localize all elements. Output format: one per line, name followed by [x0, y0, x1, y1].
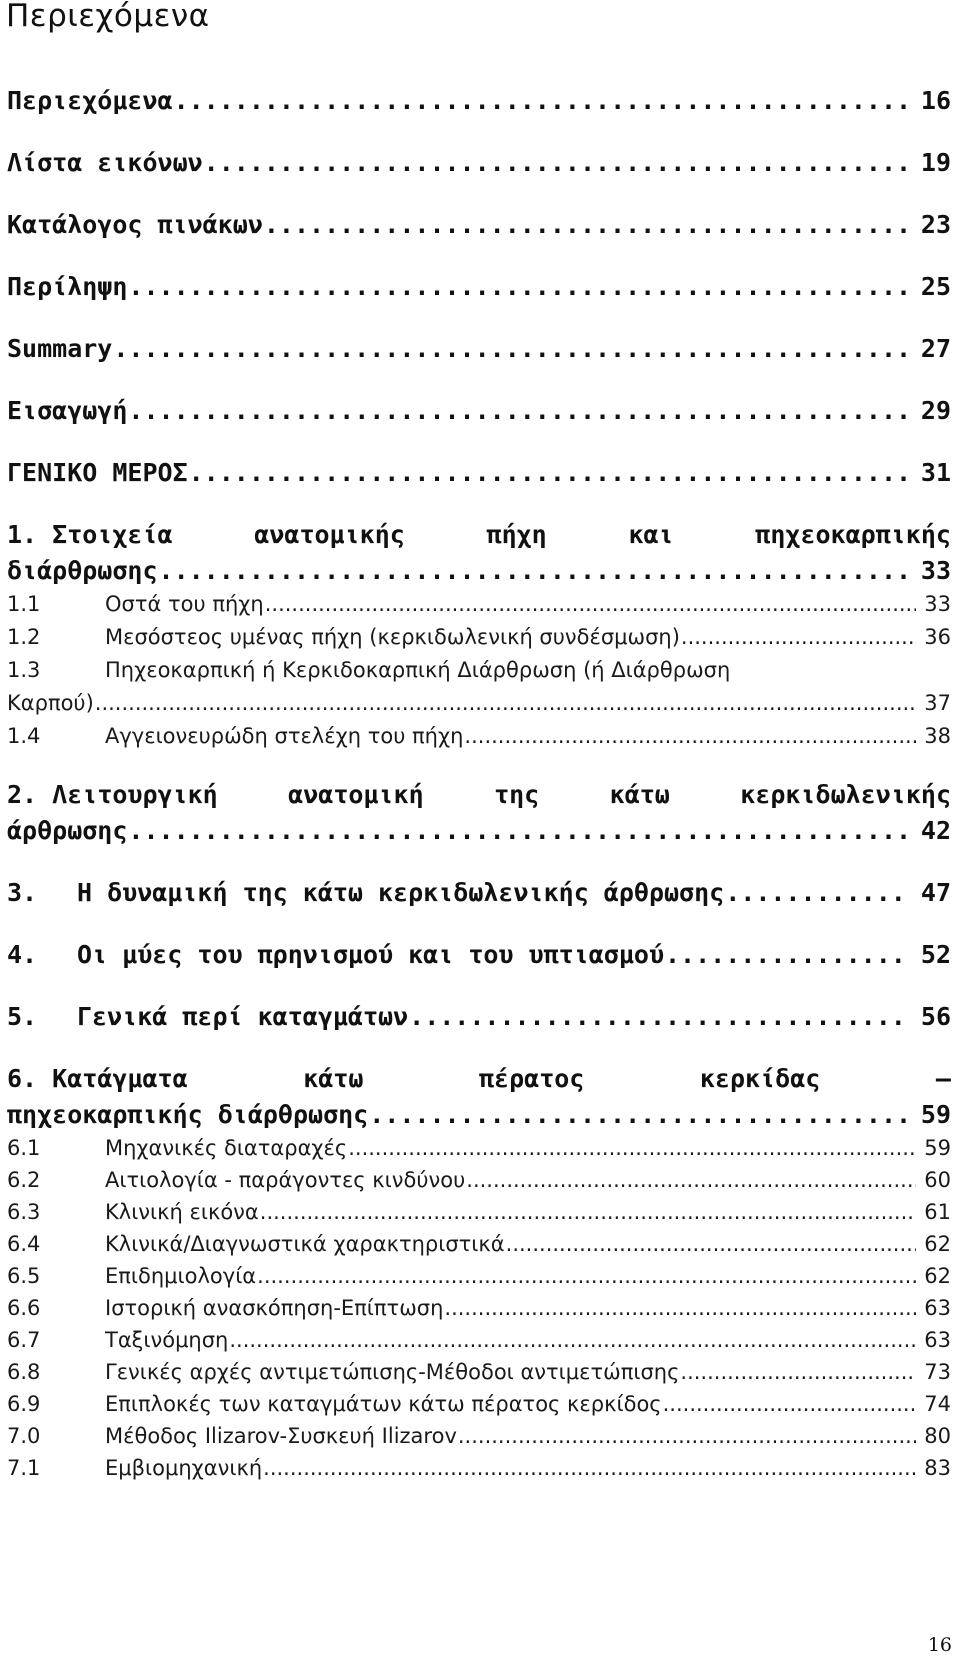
- subentry-page: 61: [924, 1200, 951, 1224]
- dot-leader: [680, 1360, 916, 1384]
- heading-word: κερκίδας: [699, 1064, 821, 1093]
- subentry-title: Μηχανικές διαταραχές: [105, 1136, 348, 1160]
- subentry-page: 37: [924, 691, 951, 715]
- toc-subentry-line2[interactable]: [7, 691, 951, 715]
- chapter-number: 2. Λειτουργική: [7, 780, 218, 809]
- toc-entry[interactable]: [7, 1002, 951, 1031]
- toc-subentry[interactable]: [7, 1264, 951, 1288]
- dot-leader: [265, 592, 916, 616]
- subentry-title: Εμβιομηχανική: [105, 1456, 263, 1480]
- toc-subentry[interactable]: [7, 1328, 951, 1352]
- toc-entry-title: Γενικά περί καταγμάτων: [77, 1002, 409, 1031]
- toc-entry-page: 47: [920, 878, 951, 907]
- dot-leader: [257, 1264, 916, 1288]
- dot-leader: [128, 396, 910, 425]
- subentry-title: Κλινικά/Διαγνωστικά χαρακτηριστικά: [105, 1232, 505, 1256]
- toc-subentry-line1[interactable]: [7, 658, 730, 682]
- chapter-6-heading-line2[interactable]: [7, 1100, 951, 1129]
- heading-word: ανατομική: [288, 780, 424, 809]
- toc-entry-page: 23: [920, 210, 951, 239]
- heading-word: και: [628, 520, 674, 549]
- subentry-page: 73: [924, 1360, 951, 1384]
- toc-subentry[interactable]: [7, 724, 951, 748]
- dot-leader: [128, 272, 910, 301]
- dot-leader: [665, 940, 910, 969]
- subentry-title: Επιπλοκές των καταγμάτων κάτω πέρατος κερκίδος: [105, 1392, 662, 1416]
- subentry-title: Πηχεοκαρπική ή Κερκιδοκαρπική Διάρθρωση (ή Διάρθρωση: [105, 658, 731, 682]
- toc-subentry[interactable]: [7, 1360, 951, 1384]
- subentry-page: 33: [924, 592, 951, 616]
- dot-leader: [263, 1456, 916, 1480]
- toc-subentry[interactable]: [7, 1296, 951, 1320]
- page-number: 16: [927, 1634, 952, 1656]
- toc-entry-title: ΓΕΝΙΚΟ ΜΕΡΟΣ: [7, 458, 188, 487]
- toc-entry-page: 52: [920, 940, 951, 969]
- toc-subentry[interactable]: [7, 1200, 951, 1224]
- subentry-title: Αιτιολογία - παράγοντες κινδύνου: [105, 1168, 466, 1192]
- toc-entry-page: 19: [920, 148, 951, 177]
- dot-leader: [464, 724, 916, 748]
- dot-leader: [663, 1392, 916, 1416]
- chapter-number: 5.: [7, 1002, 38, 1031]
- subentry-page: 74: [924, 1392, 951, 1416]
- heading-word: –: [935, 1064, 951, 1093]
- toc-entry-title: Κατάλογος πινάκων: [7, 210, 263, 239]
- toc-subentry[interactable]: [7, 1168, 951, 1192]
- dot-leader: [189, 458, 910, 487]
- toc-subentry[interactable]: [7, 592, 951, 616]
- subentry-number: 1.2: [7, 625, 41, 649]
- toc-entry-page: 42: [920, 816, 951, 845]
- chapter-number: 4.: [7, 940, 38, 969]
- toc-entry-page: 16: [920, 86, 951, 115]
- subentry-page: 80: [924, 1424, 951, 1448]
- toc-subentry[interactable]: [7, 1392, 951, 1416]
- dot-leader: [725, 878, 910, 907]
- subentry-title: Επιδημιολογία: [105, 1264, 257, 1288]
- toc-entry-page: 31: [920, 458, 951, 487]
- chapter-6-heading-line1[interactable]: [7, 1064, 951, 1093]
- toc-entry-title: Summary: [7, 334, 113, 363]
- subentry-title: Γενικές αρχές αντιμετώπισης-Μέθοδοι αντιμετώπισης: [105, 1360, 680, 1384]
- subentry-title-continued: Καρπού): [7, 691, 94, 715]
- subentry-title: Κλινική εικόνα: [105, 1200, 259, 1224]
- toc-entry[interactable]: [7, 148, 951, 177]
- subentry-number: 7.1: [7, 1456, 41, 1480]
- subentry-number: 6.5: [7, 1264, 41, 1288]
- toc-entry-page: 56: [920, 1002, 951, 1031]
- subentry-page: 63: [924, 1296, 951, 1320]
- heading-word: κάτω: [609, 780, 670, 809]
- subentry-number: 1.3: [7, 658, 41, 682]
- subentry-number: 6.4: [7, 1232, 41, 1256]
- subentry-number: 1.1: [7, 592, 41, 616]
- toc-entry-title: άρθρωσης: [7, 816, 128, 845]
- toc-entry[interactable]: [7, 86, 951, 115]
- toc-entry-page: 27: [920, 334, 951, 363]
- dot-leader: [95, 691, 916, 715]
- heading-word: κάτω: [303, 1064, 364, 1093]
- toc-entry[interactable]: [7, 940, 951, 969]
- dot-leader: [159, 556, 910, 585]
- subentry-number: 6.3: [7, 1200, 41, 1224]
- chapter-1-heading-line2[interactable]: [7, 556, 951, 585]
- toc-subentry[interactable]: [7, 1232, 951, 1256]
- dot-leader: [260, 1200, 916, 1224]
- heading-word: ανατομικής: [254, 520, 405, 549]
- dot-leader: [348, 1136, 916, 1160]
- chapter-number: 3.: [7, 878, 38, 907]
- toc-subentry[interactable]: [7, 1136, 951, 1160]
- subentry-title: Μεσόστεος υμένας πήχη (κερκιδωλενική συνδέσμωση): [105, 625, 680, 649]
- toc-entry-title: Περίληψη: [7, 272, 128, 301]
- dot-leader: [681, 625, 916, 649]
- heading-word: πήχη: [486, 520, 547, 549]
- subentry-page: 59: [924, 1136, 951, 1160]
- toc-entry-page: 59: [920, 1100, 951, 1129]
- toc-entry-title: Λίστα εικόνων: [7, 148, 203, 177]
- subentry-number: 6.6: [7, 1296, 41, 1320]
- heading-word: πηχεοκαρπικής: [755, 520, 951, 549]
- toc-entry-title: Περιεχόμενα: [7, 86, 173, 115]
- subentry-number: 7.0: [7, 1424, 41, 1448]
- toc-entry-title: Εισαγωγή: [7, 396, 128, 425]
- dot-leader: [369, 1100, 910, 1129]
- subentry-page: 62: [924, 1232, 951, 1256]
- dot-leader: [264, 210, 910, 239]
- subentry-page: 62: [924, 1264, 951, 1288]
- dot-leader: [466, 1168, 916, 1192]
- toc-entry-title: Η δυναμική της κάτω κερκιδωλενικής άρθρωσης: [77, 878, 725, 907]
- page-title: Περιεχόμενα: [6, 0, 210, 34]
- dot-leader: [506, 1232, 916, 1256]
- subentry-title: Αγγειονευρώδη στελέχη του πήχη: [105, 724, 464, 748]
- toc-subentry[interactable]: [7, 1456, 951, 1480]
- toc-entry[interactable]: [7, 396, 951, 425]
- dot-leader: [204, 148, 910, 177]
- heading-word: κερκιδωλενικής: [740, 780, 951, 809]
- dot-leader: [444, 1296, 916, 1320]
- subentry-title: Ιστορική ανασκόπηση-Επίπτωση: [105, 1296, 444, 1320]
- toc-entry[interactable]: [7, 458, 951, 487]
- subentry-page: 36: [924, 625, 951, 649]
- subentry-number: 6.9: [7, 1392, 41, 1416]
- subentry-page: 83: [924, 1456, 951, 1480]
- subentry-page: 63: [924, 1328, 951, 1352]
- subentry-page: 60: [924, 1168, 951, 1192]
- subentry-number: 6.1: [7, 1136, 41, 1160]
- dot-leader: [229, 1328, 916, 1352]
- dot-leader: [458, 1424, 916, 1448]
- subentry-page: 38: [924, 724, 951, 748]
- toc-subentry[interactable]: [7, 1424, 951, 1448]
- dot-leader: [113, 334, 910, 363]
- dot-leader: [174, 86, 910, 115]
- heading-word: της: [494, 780, 540, 809]
- toc-entry[interactable]: [7, 334, 951, 363]
- toc-entry[interactable]: [7, 878, 951, 907]
- toc-entry-page: 25: [920, 272, 951, 301]
- toc-entry-title: διάρθρωσης: [7, 556, 158, 585]
- chapter-number: 1. Στοιχεία: [7, 520, 173, 549]
- toc-entry-page: 33: [920, 556, 951, 585]
- subentry-number: 6.8: [7, 1360, 41, 1384]
- subentry-title: Οστά του πήχη: [105, 592, 264, 616]
- toc-entry-title: πηχεοκαρπικής διάρθρωσης: [7, 1100, 369, 1129]
- chapter-1-heading-line1[interactable]: [7, 520, 951, 549]
- dot-leader: [128, 816, 910, 845]
- toc-entry[interactable]: [7, 272, 951, 301]
- heading-word: πέρατος: [478, 1064, 585, 1093]
- chapter-2-heading-line2[interactable]: [7, 816, 951, 845]
- toc-entry[interactable]: [7, 210, 951, 239]
- subentry-title: Ταξινόμηση: [105, 1328, 229, 1352]
- toc-entry-page: 29: [920, 396, 951, 425]
- subentry-number: 6.2: [7, 1168, 41, 1192]
- toc-subentry[interactable]: [7, 625, 951, 649]
- subentry-title: Μέθοδος Ilizarov-Συσκευή Ilizarov: [105, 1424, 457, 1448]
- chapter-number: 6. Κατάγματα: [7, 1064, 188, 1093]
- subentry-number: 1.4: [7, 724, 41, 748]
- toc-entry-title: Οι μύες του πρηνισμού και του υπτιασμού: [77, 940, 664, 969]
- chapter-2-heading-line1[interactable]: [7, 780, 951, 809]
- dot-leader: [409, 1002, 910, 1031]
- subentry-number: 6.7: [7, 1328, 41, 1352]
